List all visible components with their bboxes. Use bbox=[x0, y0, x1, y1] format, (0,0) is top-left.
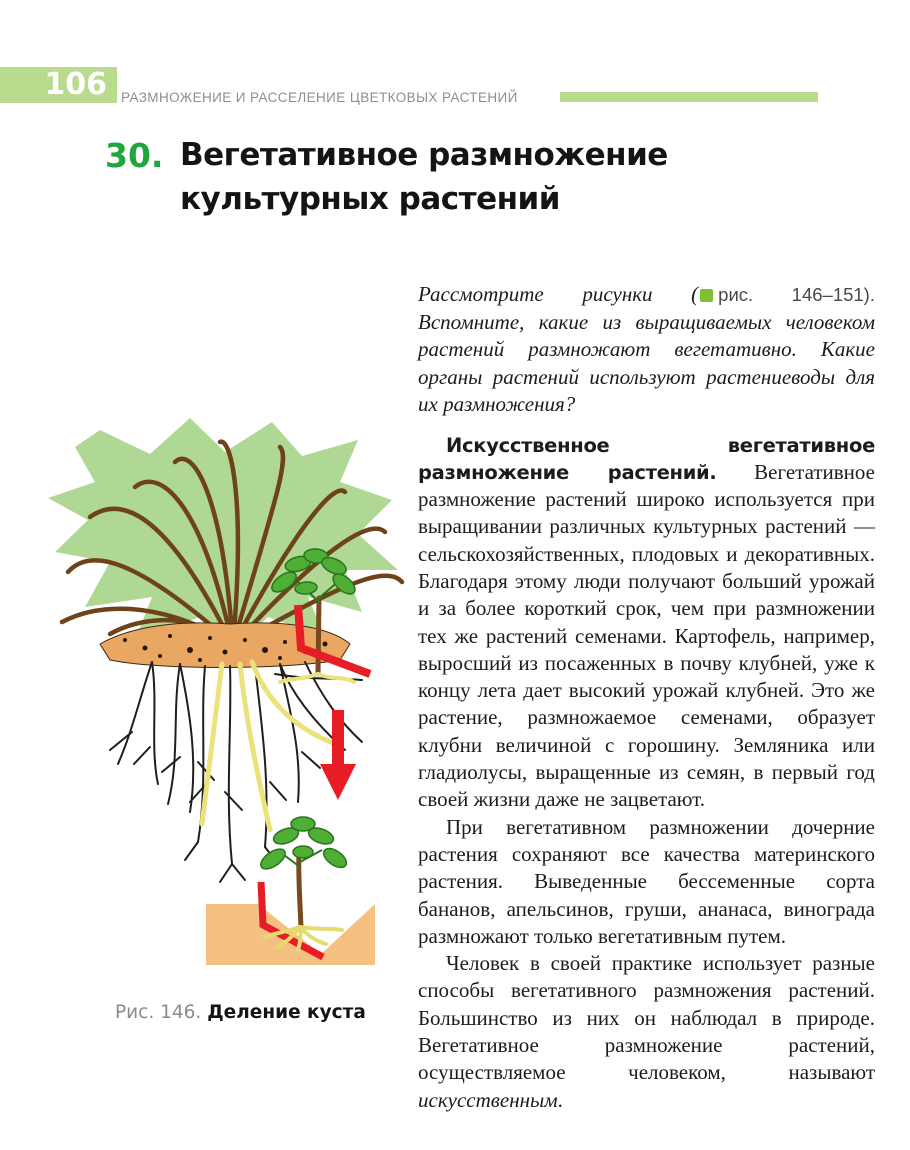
down-arrow bbox=[320, 710, 356, 800]
bush-division-figure bbox=[40, 412, 412, 990]
paragraph-2: При вегетативном размножении дочерние растения сохраняют все качества материнского растения. Выведенные бессеменные сорта бананов, апельсинов, груши, ананаса, винограда размножают только вегетативным путем. bbox=[418, 814, 875, 948]
section-number: 30. bbox=[105, 136, 164, 175]
paragraph-3-period: . bbox=[557, 1087, 563, 1112]
figure-reference: рис. 146–151). bbox=[718, 284, 875, 305]
paragraph-3-text: Человек в своей практике использует разные способы вегетативного размножения растений. Большинство из них он наблюдал в природе. Вегетативное размножение растений, осуществляемое человеком, называют bbox=[418, 951, 875, 1085]
intro-paragraph bbox=[418, 281, 875, 419]
bush-division-illustration bbox=[40, 412, 412, 990]
yellow-roots bbox=[202, 662, 336, 830]
planting-soil bbox=[206, 904, 375, 965]
figure-label: Рис. 146. bbox=[115, 1002, 202, 1023]
paragraph-1 bbox=[418, 432, 875, 814]
paragraph-1-text: Вегетативное размножение растений широко используется при выращивании различных культурных растений — сельскохозяйственных, плодовых и декоративных. Благодаря этому люди получают больший урожай и за более короткий срок, чем при размножении тех же растений семенами. Картофель, например, выросший из посаженных в почву клубней, уже к концу лета дает высокий урожай клубней. Это же растение, размножаемое семенами, образует клубни величиной с горошину. Земляника или гладиолусы, выращенные из семян, в первый год своей жизни даже не зацветают. bbox=[418, 459, 875, 812]
text-column bbox=[418, 281, 875, 1114]
paragraph-3 bbox=[418, 950, 875, 1114]
figure-ref-square-icon bbox=[700, 289, 713, 302]
running-head: РАЗМНОЖЕНИЕ И РАССЕЛЕНИЕ ЦВЕТКОВЫХ РАСТЕНИЙ bbox=[121, 90, 518, 105]
soil-mound bbox=[100, 623, 350, 668]
page-number: 106 bbox=[44, 67, 107, 102]
figure-caption bbox=[115, 1002, 366, 1023]
figure-title: Деление куста bbox=[207, 1002, 366, 1023]
intro-text-after: Вспомните, какие из выращиваемых человеком растений размножают вегетативно. Какие органы растений используют растениеводы для их размножения? bbox=[418, 309, 875, 416]
intro-text-before: Рассмотрите рисунки ( bbox=[418, 282, 699, 306]
header-green-rule bbox=[560, 92, 818, 102]
page-number-badge bbox=[0, 67, 117, 103]
paragraph-3-italic-term: искусственным bbox=[418, 1087, 558, 1112]
section-title: Вегетативное размножение культурных растений bbox=[180, 137, 668, 217]
paragraph-1-lead: Искусственное вегетативное размножение растений. bbox=[418, 433, 875, 484]
